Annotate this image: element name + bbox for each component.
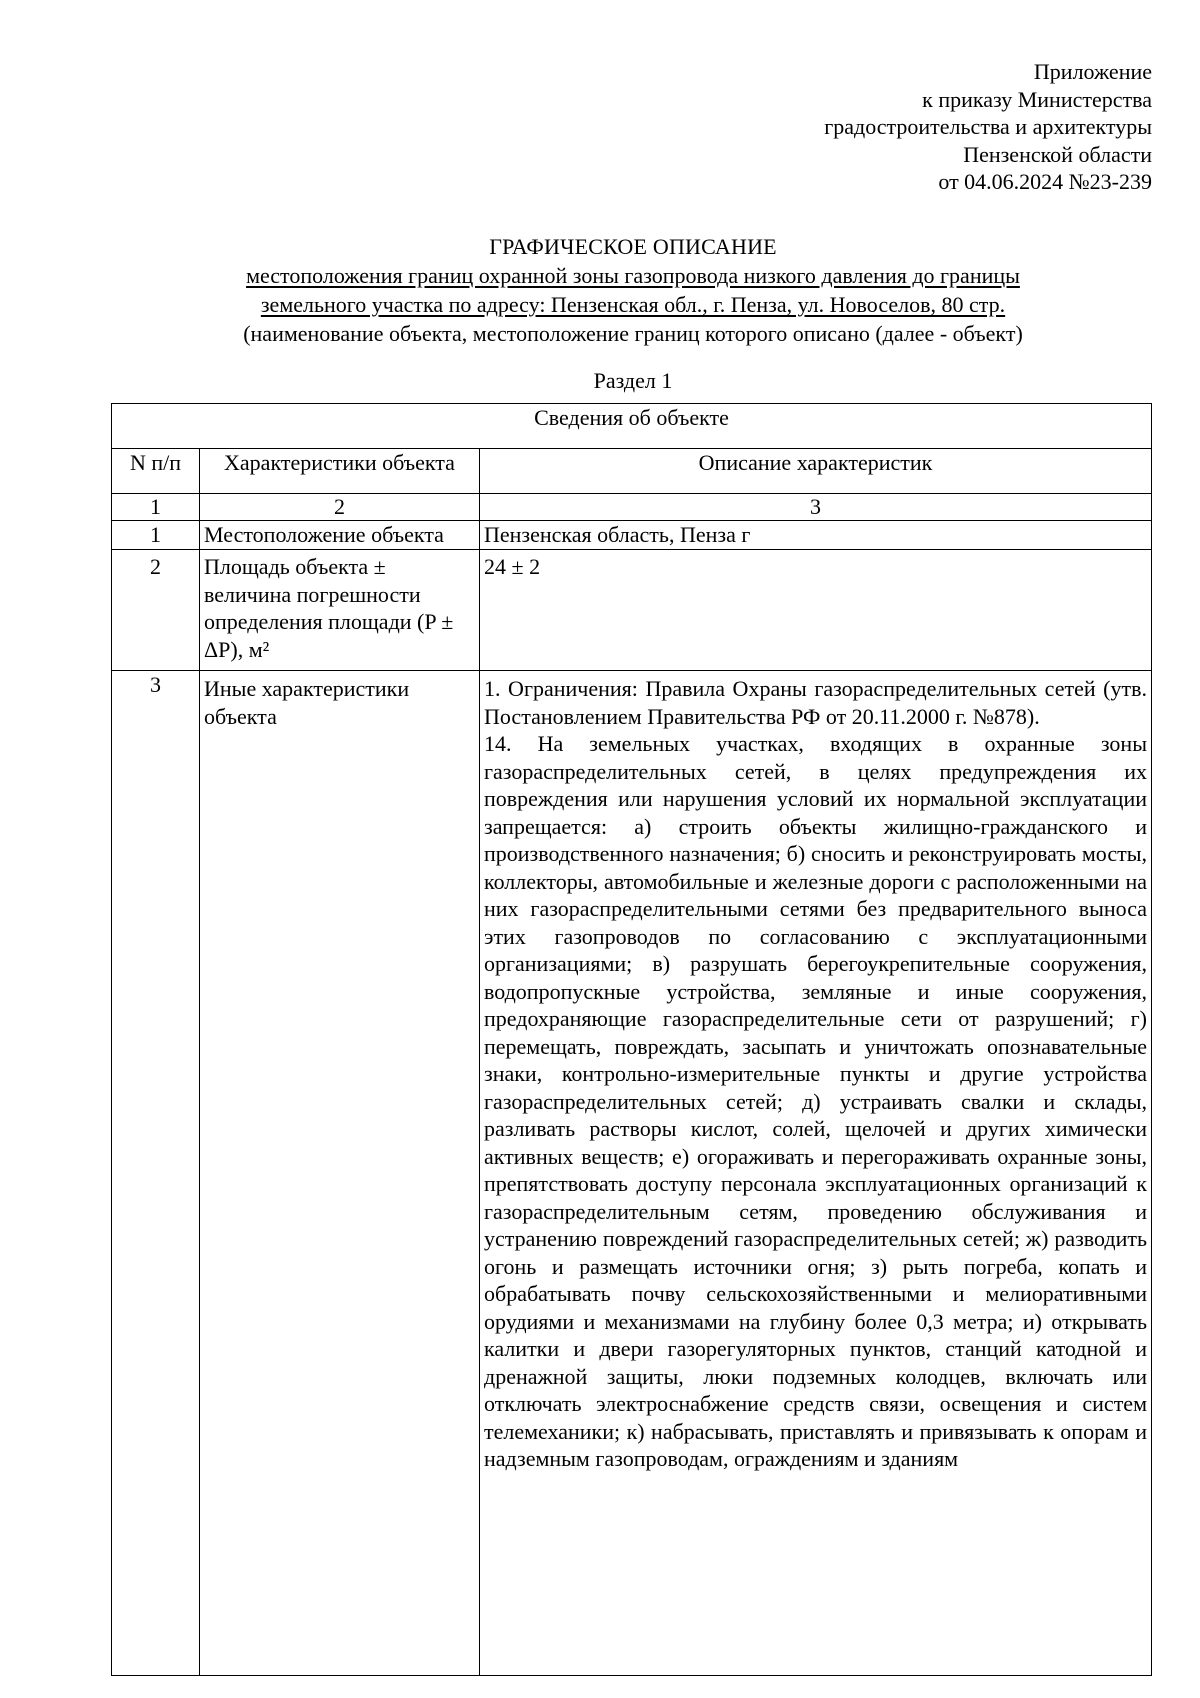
column-number: 1 <box>112 494 200 521</box>
object-name-line-2: земельного участка по адресу: Пензенская обл., г. Пенза, ул. Новоселов, 80 стр. <box>260 292 1006 317</box>
column-number: 3 <box>480 494 1152 521</box>
document-heading: ГРАФИЧЕСКОЕ ОПИСАНИЕ <box>489 234 777 259</box>
approval-line: от 04.06.2024 №23-239 <box>938 169 1152 194</box>
row-number: 1 <box>112 521 200 550</box>
column-number: 2 <box>200 494 480 521</box>
column-header-number: N п/п <box>112 449 200 494</box>
row-characteristic: Местоположение объекта <box>200 521 480 550</box>
restriction-paragraph: 14. На земельных участках, входящих в охранные зоны газораспределительных сетей, в целях предупреждения их повреждения или нарушения условий их нормальной эксплуатации запрещается: а) строить объекты жилищно-гражданского и производственного назначения; б) сносить и реконструировать мосты, коллекторы, автомобильные и железные дороги с расположенными на них газораспределительными сетями без предварительного выноса этих газопроводов по согласованию с эксплуатационными организациями; в) разрушать берегоукрепительные сооружения, водопропускные устройства, земляные и иные сооружения, предохраняющие газораспределительные сети от разрушений; г) перемещать, повреждать, засыпать и уничтожать опознавательные знаки, контрольно-измерительные пункты и другие устройства газораспределительных сетей; д) устраивать свалки и склады, разливать растворы кислот, солей, щелочей и других химически активных веществ; е) огораживать и перегораживать охранные зоны, препятствовать доступу персонала эксплуатационных организаций к газораспределительным сетям, проведению обслуживания и устранению повреждений газораспределительных сетей; ж) разводить огонь и размещать источники огня; з) рыть погреба, копать и обрабатывать почву сельскохозяйственными и мелиоративными орудиями и механизмами на глубину более 0,3 метра; и) открывать калитки и двери газорегуляторных пунктов, станций катодной и дренажной защиты, люки подземных колодцев, включать или отключать электроснабжение средств связи, освещения и систем телемеханики; к) набрасывать, приставлять и привязывать к опорам и надземным газопроводам, ограждениям и зданиям <box>484 731 1147 1471</box>
row-description: 24 ± 2 <box>480 550 1152 671</box>
row-characteristic: Площадь объекта ± величина погрешности определения площади (P ± ΔP), м² <box>200 550 480 671</box>
document-title-block <box>0 232 1200 395</box>
restriction-paragraph: 1. Ограничения: Правила Охраны газораспределительных сетей (утв. Постановлением Правительства РФ от 20.11.2000 г. №878). <box>484 676 1147 729</box>
row-number: 3 <box>112 671 200 1676</box>
approval-line: к приказу Министерства <box>922 86 1152 112</box>
table-row <box>112 550 1152 671</box>
table-row <box>112 671 1152 1676</box>
table-row <box>112 521 1152 550</box>
column-header-description: Описание характеристик <box>480 449 1152 494</box>
approval-line: Приложение <box>1033 59 1152 84</box>
column-header-characteristic: Характеристики объекта <box>200 449 480 494</box>
object-name-line-1: местоположения границ охранной зоны газопровода низкого давления до границы <box>246 263 1020 288</box>
approval-line: Пензенской области <box>963 141 1152 167</box>
object-name-caption: (наименование объекта, местоположение границ которого описано (далее - объект) <box>243 321 1023 346</box>
row-description <box>480 671 1152 1676</box>
section-title: Раздел 1 <box>593 368 673 393</box>
approval-line: градостроительства и архитектуры <box>824 114 1152 139</box>
row-description: Пензенская область, Пенза г <box>480 521 1152 550</box>
row-characteristic: Иные характеристики объекта <box>200 671 480 1676</box>
approval-stamp <box>824 58 1152 196</box>
row-number: 2 <box>112 550 200 671</box>
table-caption: Сведения об объекте <box>112 404 1152 449</box>
object-info-table <box>111 403 1152 1676</box>
